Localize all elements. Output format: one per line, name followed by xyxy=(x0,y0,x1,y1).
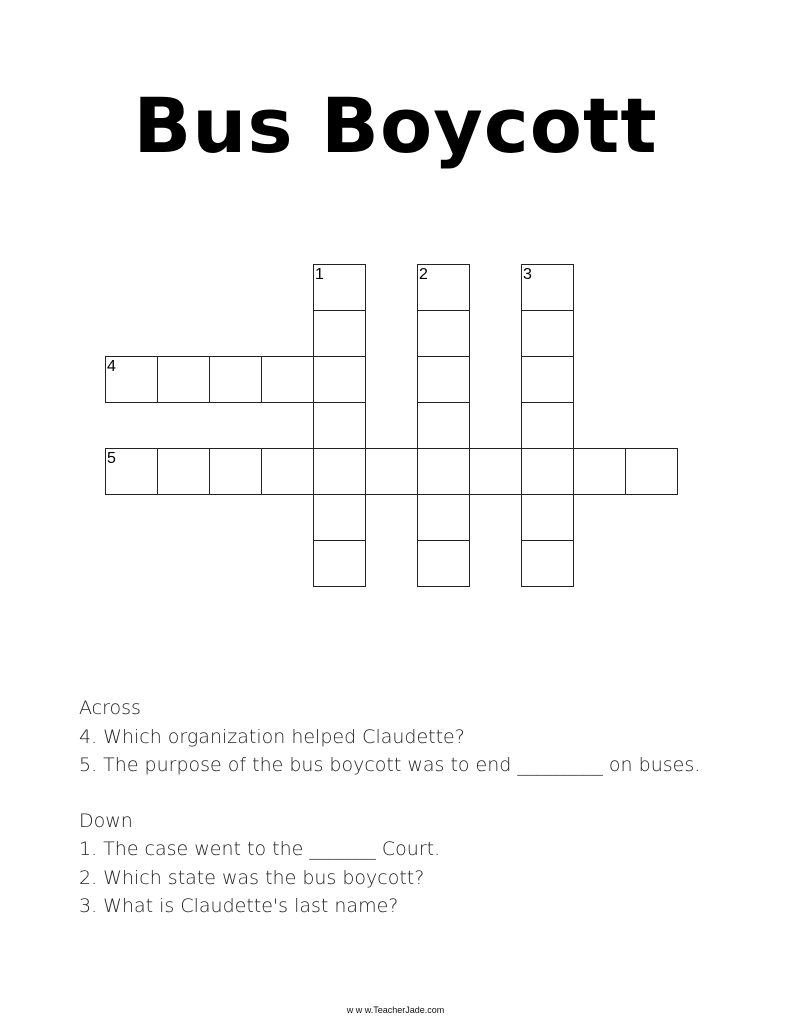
across-heading: Across xyxy=(79,697,141,719)
crossword-cell[interactable] xyxy=(365,448,418,495)
crossword-cell[interactable] xyxy=(157,448,210,495)
clue-number-3: 3 xyxy=(523,266,532,283)
crossword-cell[interactable] xyxy=(521,448,574,495)
crossword-cell[interactable] xyxy=(417,448,470,495)
crossword-cell[interactable] xyxy=(625,448,678,495)
across-clue-5: 5. The purpose of the bus boycott was to end _________ on buses. xyxy=(79,754,701,776)
crossword-cell-1-down-1[interactable] xyxy=(313,264,366,311)
across-clue-4: 4. Which organization helped Claudette? xyxy=(79,725,465,748)
crossword-cell[interactable] xyxy=(261,356,314,403)
crossword-cell[interactable] xyxy=(521,540,574,587)
clue-number-1: 1 xyxy=(315,266,324,283)
crossword-cell[interactable] xyxy=(521,356,574,403)
crossword-cell[interactable] xyxy=(313,448,366,495)
clue-list xyxy=(79,694,759,921)
crossword-cell[interactable] xyxy=(469,448,522,495)
page-title: Bus Boycott xyxy=(133,81,658,170)
crossword-cell-3-down-1[interactable] xyxy=(521,264,574,311)
crossword-cell-5-across-1[interactable] xyxy=(105,448,158,495)
down-clue-2: 2. Which state was the bus boycott? xyxy=(79,866,425,889)
clue-spacer xyxy=(79,780,759,807)
down-heading: Down xyxy=(79,809,133,832)
crossword-cell[interactable] xyxy=(313,540,366,587)
crossword-cell[interactable] xyxy=(209,448,262,495)
down-clue-1: 1. The case went to the _______ Court. xyxy=(79,838,441,860)
crossword-cell[interactable] xyxy=(157,356,210,403)
crossword-cell[interactable] xyxy=(521,494,574,541)
crossword-cell[interactable] xyxy=(313,494,366,541)
crossword-cell[interactable] xyxy=(313,310,366,357)
clue-number-5: 5 xyxy=(107,450,116,467)
crossword-cell[interactable] xyxy=(521,402,574,449)
crossword-cell[interactable] xyxy=(417,310,470,357)
crossword-cell-4-across-1[interactable] xyxy=(105,356,158,403)
crossword-cell-2-down-1[interactable] xyxy=(417,264,470,311)
down-clue-3: 3. What is Claudette's last name? xyxy=(79,895,399,917)
crossword-cell[interactable] xyxy=(209,356,262,403)
crossword-cell[interactable] xyxy=(521,310,574,357)
clue-number-4: 4 xyxy=(107,358,116,375)
crossword-cell[interactable] xyxy=(417,356,470,403)
crossword-cell[interactable] xyxy=(417,540,470,587)
crossword-cell[interactable] xyxy=(313,356,366,403)
crossword-cell[interactable] xyxy=(261,448,314,495)
clue-number-2: 2 xyxy=(419,266,428,283)
crossword-cell[interactable] xyxy=(573,448,626,495)
crossword-cell[interactable] xyxy=(313,402,366,449)
footer-url: w w w.TeacherJade.com xyxy=(346,1005,445,1015)
crossword-cell[interactable] xyxy=(417,494,470,541)
crossword-cell[interactable] xyxy=(417,402,470,449)
